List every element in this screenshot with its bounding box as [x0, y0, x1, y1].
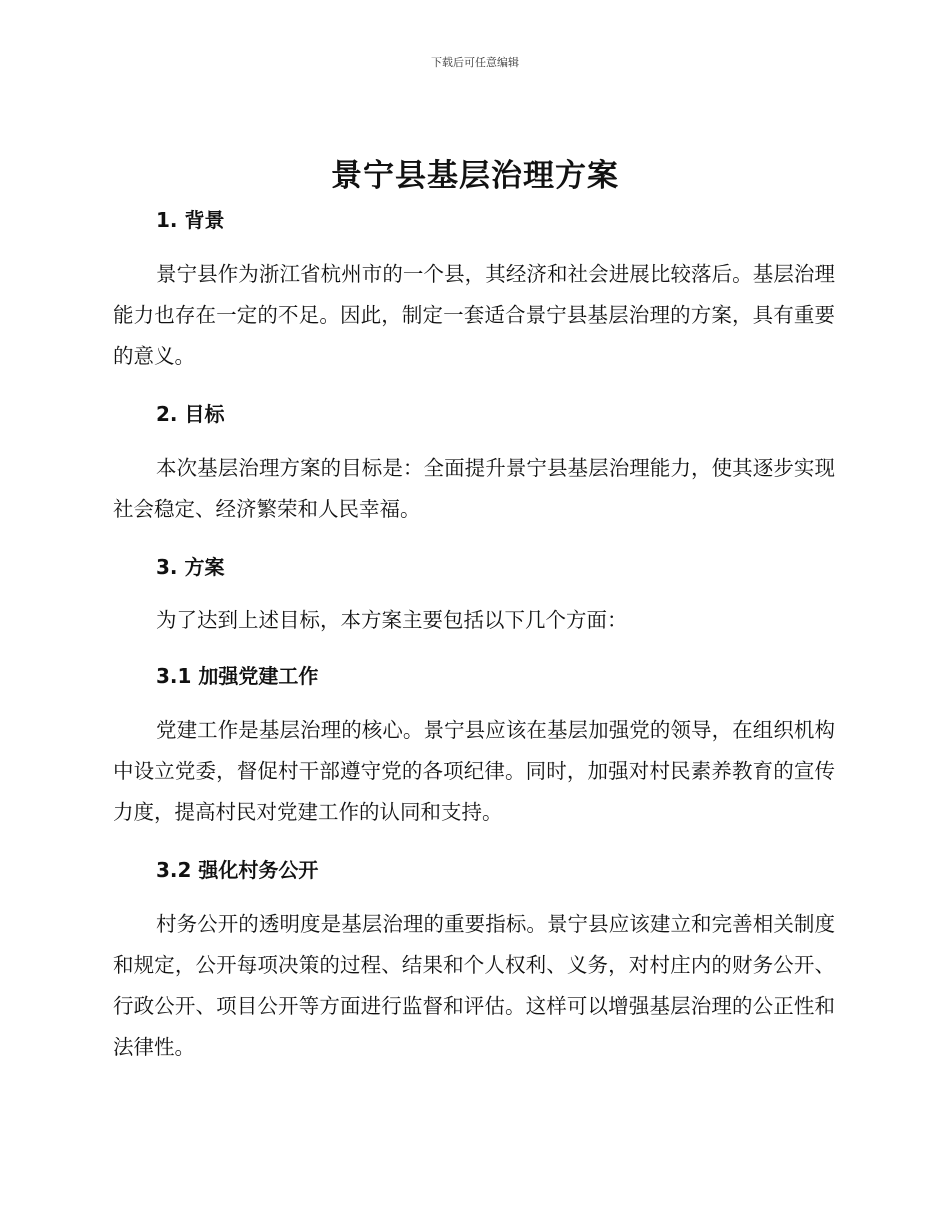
section-heading-party-building	[113, 662, 835, 690]
section-heading-background	[113, 206, 835, 234]
section-heading: 3.2 强化村务公开	[156, 858, 319, 882]
section-paragraph-background	[113, 254, 835, 377]
section-paragraph: 党建工作是基层治理的核心。景宁县应该在基层加强党的领导，在组织机构中设立党委，督促村干部遵守党的各项纪律。同时，加强对村民素养教育的宣传力度，提高村民对党建工作的认同和支持。	[113, 718, 835, 824]
section-heading-goal	[113, 400, 835, 428]
section-paragraph-goal	[113, 448, 835, 530]
section-paragraph: 本次基层治理方案的目标是：全面提升景宁县基层治理能力，使其逐步实现社会稳定、经济繁荣和人民幸福。	[113, 456, 835, 521]
section-heading-plan	[113, 553, 835, 581]
section-heading: 1. 背景	[156, 208, 225, 232]
section-paragraph-plan	[113, 600, 835, 641]
document-title: 景宁县基层治理方案	[331, 158, 619, 194]
section-paragraph: 景宁县作为浙江省杭州市的一个县，其经济和社会进展比较落后。基层治理能力也存在一定的不足。因此，制定一套适合景宁县基层治理的方案，具有重要的意义。	[113, 262, 835, 368]
section-heading: 3.1 加强党建工作	[156, 664, 319, 688]
section-paragraph: 为了达到上述目标，本方案主要包括以下几个方面：	[156, 608, 628, 632]
page-header-note: 下载后可任意编辑	[431, 56, 519, 69]
section-paragraph-party-building	[113, 710, 835, 833]
section-heading: 2. 目标	[156, 402, 225, 426]
section-heading-village-affairs	[113, 856, 835, 884]
section-heading: 3. 方案	[156, 555, 225, 579]
section-paragraph: 村务公开的透明度是基层治理的重要指标。景宁县应该建立和完善相关制度和规定，公开每项决策的过程、结果和个人权利、义务，对村庄内的财务公开、行政公开、项目公开等方面进行监督和评估。这样可以增强基层治理的公正性和法律性。	[113, 912, 835, 1059]
section-paragraph-village-affairs	[113, 904, 835, 1068]
